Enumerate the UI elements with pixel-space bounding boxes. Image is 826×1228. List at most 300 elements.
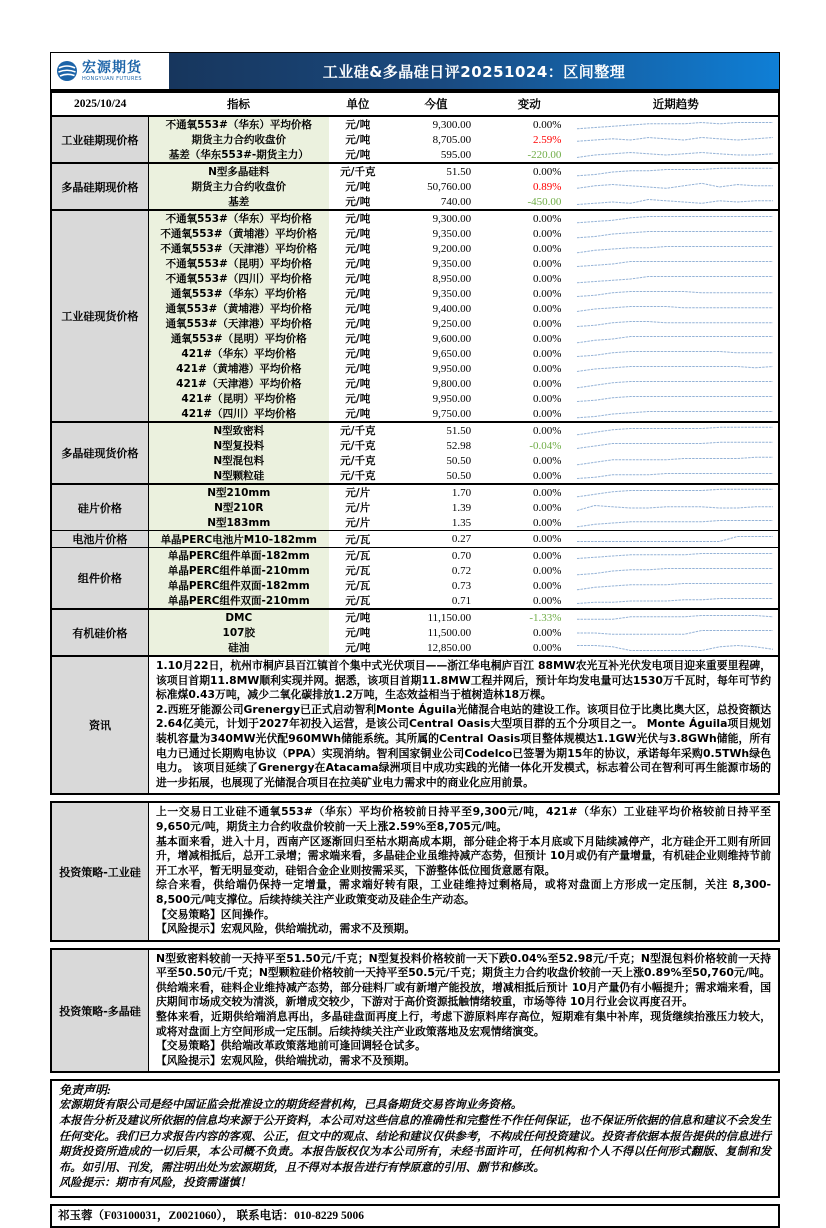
unit-cell: 元/千克 — [340, 455, 376, 467]
col-header-indicator: 指标 — [148, 92, 328, 116]
unit-cell: 元/吨 — [345, 196, 371, 208]
value-cell: 1.70 — [387, 484, 485, 500]
table-row — [51, 194, 779, 210]
trend-cell — [573, 147, 779, 163]
value-cell: 9,350.00 — [432, 287, 472, 300]
trend-cell — [573, 286, 779, 301]
section-paragraph: 【风险提示】宏观风险，供给端扰动，需求不及预期。 — [156, 1053, 416, 1067]
change-cell: 0.00% — [532, 516, 562, 529]
unit-cell: 元/吨 — [345, 627, 371, 639]
table-row — [51, 422, 779, 438]
trend-sparkline — [575, 378, 775, 390]
change-cell: 0.00% — [532, 392, 562, 405]
table-row — [51, 179, 779, 194]
value-cell: 50.50 — [446, 469, 472, 482]
trend-cell — [573, 163, 779, 179]
table-row — [51, 210, 779, 226]
table-row — [51, 361, 779, 376]
unit-cell: 元/吨 — [345, 333, 371, 345]
logo-name-en: HONGYUAN FUTURES — [82, 75, 142, 82]
trend-sparkline — [575, 333, 775, 345]
group-label: 多晶硅现货价格 — [51, 422, 148, 484]
trend-sparkline — [575, 612, 775, 624]
table-row — [51, 147, 779, 163]
indicator-name: 421#（华东）平均价格 — [148, 346, 328, 361]
trend-cell — [573, 316, 779, 331]
trend-sparkline — [575, 134, 775, 146]
trend-sparkline — [575, 318, 775, 330]
table-row — [51, 640, 779, 656]
group-label: 有机硅价格 — [51, 609, 148, 656]
change-cell: 0.00% — [532, 501, 562, 514]
title-band — [169, 53, 779, 89]
indicator-name: N型致密料 — [148, 422, 328, 438]
indicator-name: N型183mm — [148, 515, 328, 531]
unit-cell: 元/吨 — [329, 210, 387, 226]
table-header-row — [51, 92, 779, 116]
title-bar — [50, 52, 780, 91]
unit-cell: 元/吨 — [345, 378, 371, 390]
change-cell: 0.00% — [532, 118, 562, 131]
trend-sparkline — [575, 273, 775, 285]
section-paragraph: 【交易策略】区间操作。 — [156, 907, 275, 921]
unit-cell: 元/吨 — [329, 609, 387, 625]
col-header-value: 今值 — [387, 92, 485, 116]
section-label: 投资策略-工业硅 — [52, 803, 149, 939]
trend-cell — [573, 301, 779, 316]
value-cell: 9,600.00 — [432, 332, 472, 345]
section-content — [149, 657, 778, 793]
trend-sparkline — [575, 288, 775, 300]
value-cell: 595.00 — [440, 148, 472, 161]
group-label: 电池片价格 — [51, 531, 148, 548]
change-cell: 0.00% — [532, 302, 562, 315]
indicator-name: 基差 — [148, 194, 328, 210]
change-cell: 0.00% — [532, 272, 562, 285]
indicator-name: N型颗粒硅 — [148, 468, 328, 484]
section-paragraph: 供给端来看，硅料企业维持减产态势，部分硅料厂或有新增产能投放，增减相抵后预计 10月产量仍有小幅提升；需求端来看，国庆期间市场成交较为清淡，新增成交较少，下游对于高价资源抵触情绪较重，市场等待 10月行业会议再度召开。 — [156, 980, 771, 1009]
trend-sparkline — [575, 348, 775, 360]
trend-cell — [573, 361, 779, 376]
disclaimer-box — [50, 1079, 780, 1198]
disclaimer-paragraph: 风险提示：期市有风险，投资需谨慎！ — [59, 1177, 252, 1190]
indicator-name: N型复投料 — [148, 438, 328, 453]
section-content — [149, 803, 778, 939]
table-row — [51, 241, 779, 256]
group-label: 多晶硅期现价格 — [51, 163, 148, 210]
change-cell: 0.00% — [485, 548, 573, 564]
trend-cell — [573, 256, 779, 271]
indicator-name: DMC — [148, 609, 328, 625]
unit-cell: 元/千克 — [340, 470, 376, 482]
trend-sparkline — [575, 303, 775, 315]
indicator-name: 单晶PERC组件单面-182mm — [148, 548, 328, 564]
group-label: 组件价格 — [51, 548, 148, 610]
value-cell: 740.00 — [440, 195, 472, 208]
section-label: 投资策略-多晶硅 — [52, 950, 149, 1072]
change-cell: 0.00% — [532, 332, 562, 345]
unit-cell: 元/瓦 — [345, 580, 371, 592]
unit-cell: 元/吨 — [345, 642, 371, 654]
unit-cell: 元/吨 — [345, 119, 371, 131]
indicator-name: 单晶PERC电池片M10-182mm — [148, 531, 328, 548]
section-paragraph: 2.西班牙能源公司Grenergy已正式启动智利Monte Águila光储混合电站的建设工作。该项目位于比奥比奥大区，总投资额达 2.64亿美元，计划于2027年初投入运营，是该公司Central Oasis大型项目群的五个分项目之一。 Monte Águila项目规划装机容量为340MW光伏配960MWh储能系统。其所属的Central Oasis项目整体规模达1.1GW光伏与3.8GWh储能，所有电力已通过长期购电协议（PPA）实现消纳。智利国家铜业公司Codelco已签署为期15年的协议，承诺每年采购0.5TWh绿色电力。 该项目延续了Grenergy在Atacama绿洲项目中成功实践的光储一体化开发模式，标志着公司在智利可再生能源市场的进一步拓展，也展现了光储混合项目在拉美矿业电力需求中的商业化应用前景。 — [156, 702, 771, 789]
trend-sparkline — [575, 408, 775, 420]
col-header-trend: 近期趋势 — [573, 92, 779, 116]
unit-cell: 元/瓦 — [329, 531, 387, 548]
unit-cell: 元/吨 — [345, 303, 371, 315]
trend-cell — [573, 578, 779, 593]
trend-sparkline — [575, 213, 775, 225]
change-cell: 0.00% — [485, 422, 573, 438]
table-row — [51, 531, 779, 548]
logo-text — [82, 61, 142, 82]
trend-sparkline — [575, 565, 775, 577]
indicator-name: N型多晶硅料 — [148, 163, 328, 179]
indicator-name: 通氧553#（天津港）平均价格 — [148, 316, 328, 331]
indicator-name: 通氧553#（昆明）平均价格 — [148, 331, 328, 346]
table-row — [51, 116, 779, 132]
trend-cell — [573, 241, 779, 256]
unit-cell: 元/千克 — [340, 440, 376, 452]
value-cell: 9,300.00 — [387, 210, 485, 226]
section-paragraph: 基本面来看，进入十月，西南产区逐渐回归至枯水期高成本期，部分硅企将于本月底或下月陆续减停产，北方硅企开工则有所回升，增减相抵后，总开工录增；需求端来看，多晶硅企业虽维持减产态势，但预计 10月或仍有产量增量，有机硅企业则维持节前开工水平，暂无明显变动，硅铝合金企业则按需采买，下游整体低位囤货意愿有限。 — [156, 834, 771, 877]
value-cell: 9,750.00 — [432, 407, 472, 420]
section-paragraph: 综合来看，供给端仍保持一定增量，需求端好转有限，工业硅维持过剩格局，或将对盘面上方形成一定压制，关注 8,300-8,500元/吨支撑位。后续持续关注产业政策变动及硅企生产动态。 — [156, 878, 771, 906]
trend-sparkline — [575, 166, 775, 178]
unit-cell: 元/吨 — [345, 318, 371, 330]
value-cell: 9,650.00 — [432, 347, 472, 360]
value-cell: 9,350.00 — [432, 227, 472, 240]
trend-sparkline — [575, 642, 775, 654]
table-row — [51, 316, 779, 331]
change-cell: 0.00% — [532, 347, 562, 360]
col-header-unit: 单位 — [329, 92, 387, 116]
indicator-name: N型210mm — [148, 484, 328, 500]
unit-cell: 元/千克 — [329, 163, 387, 179]
unit-cell: 元/吨 — [345, 228, 371, 240]
disclaimer-paragraph: 本报告分析及建议所依据的信息均来源于公开资料，本公司对这些信息的准确性和完整性不作任何保证，也不保证所依据的信息和建议不会发生任何变化。我们已力求报告内容的客观、公正，但文中的观点、结论和建议仅供参考，不构成任何投资建议。投资者依据本报告提供的信息进行期货投资所造成的一切后果，本公司概不负责。本报告版权仅为本公司所有，未经书面许可，任何机构和个人不得以任何形式翻版、复制和发布。如引用、刊发，需注明出处为宏源期货，且不得对本报告进行有悖原意的引用、删节和修改。 — [59, 1115, 771, 1174]
trend-cell — [573, 593, 779, 609]
table-row — [51, 286, 779, 301]
change-cell: 0.00% — [485, 163, 573, 179]
disclaimer-label: 免责声明: — [59, 1083, 111, 1098]
value-cell: 9,300.00 — [432, 118, 472, 131]
analyst-contact-text: 祁玉蓉（F03100031，Z0021060）， 联系电话：010-8229 5006 — [58, 1210, 365, 1222]
value-cell: 0.72 — [451, 564, 472, 577]
unit-cell: 元/吨 — [345, 348, 371, 360]
value-cell: 11,150.00 — [387, 609, 485, 625]
indicator-name: 不通氧553#（昆明）平均价格 — [148, 256, 328, 271]
unit-cell: 元/千克 — [329, 422, 387, 438]
change-cell: 0.00% — [532, 362, 562, 375]
indicator-name: 期货主力合约收盘价 — [148, 179, 328, 194]
value-cell: 9,200.00 — [432, 242, 472, 255]
table-row — [51, 132, 779, 147]
unit-cell: 元/片 — [345, 502, 371, 514]
sections-container — [50, 655, 780, 1073]
table-row — [51, 484, 779, 500]
group-label: 工业硅现货价格 — [51, 210, 148, 422]
table-row — [51, 376, 779, 391]
change-cell: 0.00% — [485, 484, 573, 500]
trend-cell — [573, 271, 779, 286]
change-cell: 0.00% — [532, 242, 562, 255]
indicator-name: 不通氧553#（华东）平均价格 — [148, 210, 328, 226]
trend-cell — [573, 179, 779, 194]
change-cell: -0.04% — [529, 439, 562, 452]
section-box — [50, 655, 780, 795]
trend-sparkline — [575, 363, 775, 375]
change-cell: 0.00% — [532, 287, 562, 300]
unit-cell: 元/吨 — [345, 258, 371, 270]
unit-cell: 元/瓦 — [329, 548, 387, 564]
trend-cell — [573, 210, 779, 226]
change-cell: 0.00% — [532, 407, 562, 420]
change-cell: 0.89% — [532, 180, 562, 193]
analyst-contact — [50, 1204, 780, 1228]
trend-cell — [573, 346, 779, 361]
table-row — [51, 578, 779, 593]
group-label: 硅片价格 — [51, 484, 148, 531]
section-box — [50, 801, 780, 941]
value-cell: 50,760.00 — [427, 180, 472, 193]
trend-sparkline — [575, 243, 775, 255]
trend-sparkline — [575, 228, 775, 240]
value-cell: 51.50 — [387, 422, 485, 438]
indicator-name: 硅油 — [148, 640, 328, 656]
trend-sparkline — [575, 393, 775, 405]
trend-sparkline — [575, 440, 775, 452]
section-paragraph: 整体来看，近期供给端消息再出，多晶硅盘面再度上行，考虑下游原料库存高位，短期难有集中补库，现货继续抬涨压力较大，或将对盘面上方空间形成一定压制。后续持续关注产业政策落地及宏观情绪演变。 — [156, 1010, 771, 1038]
trend-cell — [573, 531, 779, 548]
group-label: 工业硅期现价格 — [51, 116, 148, 163]
trend-cell — [573, 438, 779, 453]
value-cell: 9,250.00 — [432, 317, 472, 330]
section-paragraph: 【风险提示】宏观风险，供给端扰动，需求不及预期。 — [156, 922, 416, 936]
col-header-change: 变动 — [485, 92, 573, 116]
indicator-name: 通氧553#（华东）平均价格 — [148, 286, 328, 301]
indicator-name: 不通氧553#（华东）平均价格 — [148, 116, 328, 132]
indicator-name: 421#（昆明）平均价格 — [148, 391, 328, 406]
trend-sparkline — [575, 580, 775, 592]
value-cell: 9,950.00 — [432, 392, 472, 405]
disclaimer-paragraphs — [59, 1098, 771, 1192]
trend-sparkline — [575, 470, 775, 482]
value-cell: 8,950.00 — [432, 272, 472, 285]
table-row — [51, 453, 779, 468]
change-cell: 0.00% — [532, 317, 562, 330]
change-cell: 0.00% — [532, 641, 562, 654]
trend-sparkline — [575, 502, 775, 514]
trend-sparkline — [575, 517, 775, 529]
value-cell: 0.27 — [387, 531, 485, 548]
trend-cell — [573, 548, 779, 564]
report-title: 工业硅&多晶硅日评20251024：区间整理 — [322, 62, 626, 81]
indicator-name: 421#（天津港）平均价格 — [148, 376, 328, 391]
section-paragraph: 1.10月22日，杭州市桐庐县百江镇首个集中式光伏项目——浙江华电桐庐百江 88MW农光互补光伏发电项目迎来重要里程碑，该项目首期11.8MW顺利实现并网。据悉，该项目首期11.8MW工程并网后，预计年均发电量可达1530万千瓦时，每年可节约标准煤0.43万吨，减少二氧化碳排放1.2万吨，生态效益相当于植树造林18万棵。 — [156, 659, 771, 702]
value-cell: 0.73 — [451, 579, 472, 592]
unit-cell: 元/吨 — [345, 363, 371, 375]
trend-cell — [573, 391, 779, 406]
indicator-name: 421#（四川）平均价格 — [148, 406, 328, 422]
trend-cell — [573, 376, 779, 391]
change-cell: 0.00% — [532, 469, 562, 482]
hongyuan-logo — [51, 53, 169, 89]
table-row — [51, 271, 779, 286]
value-cell: 0.71 — [451, 594, 472, 607]
unit-cell: 元/片 — [345, 517, 371, 529]
unit-cell: 元/吨 — [345, 149, 371, 161]
value-cell: 0.70 — [387, 548, 485, 564]
trend-cell — [573, 453, 779, 468]
indicator-name: 单晶PERC组件单面-210mm — [148, 563, 328, 578]
section-paragraph: N型致密料较前一天持平至51.50元/千克；N型复投料价格较前一天下跌0.04%至52.98元/千克；N型混包料价格较前一天持平至50.50元/千克；N型颗粒硅价格较前一天持平至50.5元/千克；期货主力合约收盘价较前一天上涨0.89%至50,760元/吨。 — [156, 951, 771, 980]
change-cell: -1.33% — [485, 609, 573, 625]
trend-sparkline — [575, 595, 775, 607]
section-content — [149, 950, 778, 1072]
section-box — [50, 948, 780, 1074]
change-cell: 0.00% — [532, 227, 562, 240]
trend-cell — [573, 515, 779, 531]
value-cell: 1.39 — [451, 501, 472, 514]
table-row — [51, 406, 779, 422]
trend-sparkline — [575, 455, 775, 467]
unit-cell: 元/片 — [329, 484, 387, 500]
indicator-name: 单晶PERC组件双面-210mm — [148, 593, 328, 609]
change-cell: 0.00% — [532, 454, 562, 467]
trend-cell — [573, 226, 779, 241]
table-row — [51, 163, 779, 179]
trend-sparkline — [575, 258, 775, 270]
trend-cell — [573, 500, 779, 515]
section-paragraph: 上一交易日工业硅不通氧553#（华东）平均价格较前日持平至9,300元/吨，421#（华东）工业硅平均价格较前日持平至9,650元/吨，期货主力合约收盘价较前一天上涨2.59%至8,705元/吨。 — [156, 805, 771, 833]
section-paragraph: 【交易策略】供给端改革政策落地前可逢回调轻仓试多。 — [156, 1039, 426, 1053]
change-cell: 0.00% — [485, 210, 573, 226]
trend-cell — [573, 422, 779, 438]
change-cell: 0.00% — [532, 377, 562, 390]
value-cell: 8,705.00 — [432, 133, 472, 146]
indicator-name: 107胶 — [148, 625, 328, 640]
table-row — [51, 609, 779, 625]
trend-sparkline — [575, 487, 775, 499]
trend-cell — [573, 640, 779, 656]
logo-globe-icon — [56, 60, 78, 82]
trend-cell — [573, 625, 779, 640]
trend-cell — [573, 468, 779, 484]
trend-cell — [573, 331, 779, 346]
table-row — [51, 301, 779, 316]
trend-sparkline — [575, 425, 775, 437]
trend-cell — [573, 609, 779, 625]
change-cell: -220.00 — [527, 148, 562, 161]
table-row — [51, 563, 779, 578]
trend-sparkline — [575, 533, 775, 545]
trend-cell — [573, 194, 779, 210]
value-cell: 9,950.00 — [432, 362, 472, 375]
price-table — [50, 91, 780, 657]
value-cell: 50.50 — [446, 454, 472, 467]
value-cell: 11,500.00 — [427, 626, 472, 639]
trend-sparkline — [575, 627, 775, 639]
trend-cell — [573, 116, 779, 132]
table-row — [51, 500, 779, 515]
table-row — [51, 593, 779, 609]
logo-name-cn: 宏源期货 — [82, 59, 142, 76]
indicator-name: 不通氧553#（天津港）平均价格 — [148, 241, 328, 256]
value-cell: 1.35 — [451, 516, 472, 529]
trend-cell — [573, 132, 779, 147]
table-row — [51, 391, 779, 406]
indicator-name: 通氧553#（黄埔港）平均价格 — [148, 301, 328, 316]
trend-sparkline — [575, 119, 775, 131]
unit-cell: 元/吨 — [345, 181, 371, 193]
table-row — [51, 468, 779, 484]
change-cell: 2.59% — [532, 133, 562, 146]
trend-cell — [573, 563, 779, 578]
indicator-name: 421#（黄埔港）平均价格 — [148, 361, 328, 376]
value-cell: 52.98 — [446, 439, 472, 452]
value-cell: 51.50 — [387, 163, 485, 179]
change-cell: 0.00% — [532, 564, 562, 577]
report-date: 2025/10/24 — [51, 92, 148, 116]
unit-cell: 元/瓦 — [345, 595, 371, 607]
trend-cell — [573, 484, 779, 500]
unit-cell: 元/瓦 — [345, 565, 371, 577]
table-row — [51, 548, 779, 564]
unit-cell: 元/吨 — [345, 408, 371, 420]
unit-cell: 元/吨 — [345, 273, 371, 285]
change-cell: 0.00% — [532, 257, 562, 270]
table-row — [51, 256, 779, 271]
disclaimer-paragraph: 宏源期货有限公司是经中国证监会批准设立的期货经营机构，已具备期货交易咨询业务资格。 — [59, 1099, 523, 1112]
unit-cell: 元/吨 — [345, 134, 371, 146]
price-table-body — [51, 116, 779, 656]
unit-cell: 元/吨 — [345, 288, 371, 300]
table-row — [51, 438, 779, 453]
table-row — [51, 226, 779, 241]
indicator-name: N型210R — [148, 500, 328, 515]
indicator-name: 期货主力合约收盘价 — [148, 132, 328, 147]
unit-cell: 元/吨 — [345, 393, 371, 405]
table-row — [51, 331, 779, 346]
change-cell: 0.00% — [532, 594, 562, 607]
indicator-name: 单晶PERC组件双面-182mm — [148, 578, 328, 593]
trend-sparkline — [575, 149, 775, 161]
trend-sparkline — [575, 550, 775, 562]
change-cell: 0.00% — [532, 626, 562, 639]
change-cell: 0.00% — [532, 579, 562, 592]
section-label: 资讯 — [52, 657, 149, 793]
value-cell: 9,800.00 — [432, 377, 472, 390]
indicator-name: 不通氧553#（黄埔港）平均价格 — [148, 226, 328, 241]
trend-sparkline — [575, 196, 775, 208]
indicator-name: 基差（华东553#-期货主力） — [148, 147, 328, 163]
trend-cell — [573, 406, 779, 422]
report-page — [50, 52, 780, 1228]
change-cell: 0.00% — [485, 531, 573, 548]
indicator-name: 不通氧553#（四川）平均价格 — [148, 271, 328, 286]
table-row — [51, 625, 779, 640]
table-row — [51, 515, 779, 531]
value-cell: 12,850.00 — [427, 641, 472, 654]
trend-sparkline — [575, 181, 775, 193]
table-row — [51, 346, 779, 361]
value-cell: 9,400.00 — [432, 302, 472, 315]
unit-cell: 元/吨 — [345, 243, 371, 255]
indicator-name: N型混包料 — [148, 453, 328, 468]
change-cell: -450.00 — [527, 195, 562, 208]
